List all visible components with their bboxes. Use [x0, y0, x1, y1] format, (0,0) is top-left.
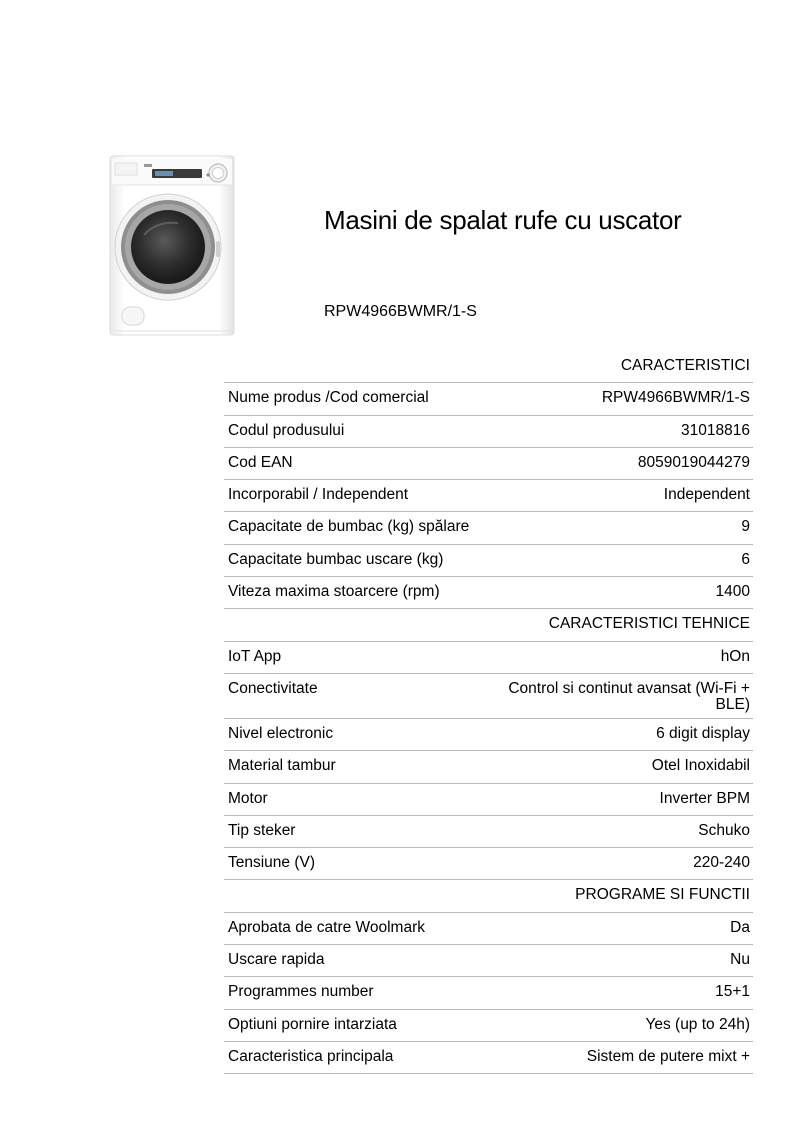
spec-value: Nu — [730, 951, 750, 969]
spec-value: Otel Inoxidabil — [651, 757, 750, 775]
spec-row — [224, 383, 753, 415]
spec-value: Sistem de putere mixt + — [586, 1047, 750, 1065]
spec-label: Viteza maxima stoarcere (rpm) — [228, 583, 440, 601]
spec-label: Nume produs /Cod comercial — [228, 389, 429, 407]
spec-value: 1400 — [715, 583, 750, 601]
spec-row — [224, 448, 753, 480]
spec-value: Da — [730, 918, 750, 936]
spec-label: IoT App — [228, 647, 282, 665]
section-title: CARACTERISTICI — [620, 357, 750, 374]
spec-value: Schuko — [698, 821, 750, 839]
spec-row — [224, 642, 753, 674]
spec-label: Cod EAN — [228, 453, 293, 471]
spec-value: 6 digit display — [656, 724, 750, 742]
spec-label: Capacitate de bumbac (kg) spălare — [228, 518, 470, 536]
spec-row — [224, 913, 753, 945]
spec-label: Incorporabil / Independent — [228, 486, 409, 504]
spec-value: 6 — [741, 550, 750, 568]
spec-label: Capacitate bumbac uscare (kg) — [228, 550, 444, 568]
spec-label: Tip steker — [228, 821, 296, 839]
spec-row — [224, 416, 753, 448]
spec-value: Yes (up to 24h) — [645, 1015, 750, 1033]
spec-label: Optiuni pornire intarziata — [228, 1015, 397, 1033]
spec-row — [224, 577, 753, 609]
spec-value: Independent — [663, 486, 750, 504]
section-title: PROGRAME SI FUNCTII — [575, 886, 750, 904]
washer-dryer-image — [108, 155, 236, 337]
spec-value: 31018816 — [681, 421, 750, 439]
spec-row — [224, 480, 753, 512]
spec-value: 9 — [741, 518, 750, 536]
spec-section-header — [224, 351, 753, 383]
spec-row — [224, 1042, 753, 1074]
spec-label: Tensiune (V) — [228, 854, 316, 872]
spec-row — [224, 784, 753, 816]
spec-row — [224, 1010, 753, 1042]
spec-label: Motor — [228, 789, 268, 807]
spec-row — [224, 751, 753, 783]
spec-table — [224, 351, 753, 1074]
spec-label: Nivel electronic — [228, 724, 334, 742]
page-title: Masini de spalat rufe cu uscator — [324, 205, 682, 235]
spec-label: Material tambur — [228, 757, 336, 775]
spec-value: 8059019044279 — [637, 453, 750, 471]
spec-label: Aprobata de catre Woolmark — [228, 918, 426, 936]
spec-row — [224, 674, 753, 719]
spec-row — [224, 848, 753, 880]
spec-value: RPW4966BWMR/1-S — [601, 389, 750, 407]
spec-value: 220-240 — [693, 854, 750, 872]
spec-label: Programmes number — [228, 983, 374, 1001]
spec-label: Caracteristica principala — [228, 1047, 394, 1065]
spec-value: hOn — [720, 647, 750, 665]
spec-row — [224, 945, 753, 977]
model-code: RPW4966BWMR/1-S — [324, 303, 477, 320]
spec-section-header — [224, 609, 753, 641]
spec-label: Conectivitate — [228, 679, 318, 697]
spec-label: Codul produsului — [228, 421, 345, 439]
spec-value: 15+1 — [715, 983, 750, 1001]
spec-value: Control si continut avansat (Wi-Fi + BLE) — [508, 679, 750, 713]
spec-row — [224, 977, 753, 1009]
section-title: CARACTERISTICI TEHNICE — [548, 615, 750, 633]
spec-row — [224, 545, 753, 577]
spec-value: Inverter BPM — [659, 789, 750, 807]
spec-row — [224, 719, 753, 751]
spec-label: Uscare rapida — [228, 951, 325, 969]
spec-section-header — [224, 880, 753, 912]
spec-row — [224, 512, 753, 544]
spec-row — [224, 816, 753, 848]
product-image — [108, 155, 236, 337]
